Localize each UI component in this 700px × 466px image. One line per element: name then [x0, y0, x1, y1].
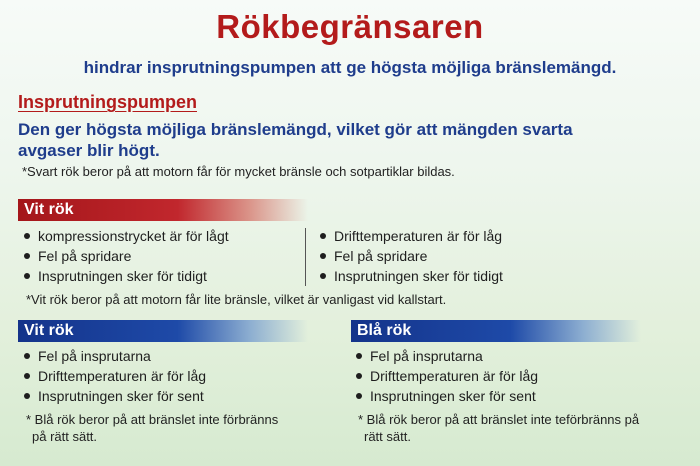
blue-smoke-band: Blå rök — [351, 320, 641, 342]
list-item: Insprutningen sker för sent — [356, 386, 538, 406]
column-divider — [305, 228, 306, 286]
white-smoke-2-note — [26, 411, 326, 445]
list-item: Drifttemperaturen är för låg — [320, 226, 503, 246]
bullet-icon — [320, 233, 326, 239]
note-line: * Blå rök beror på att bränslet inte teförbränns på — [358, 412, 640, 427]
bullet-icon — [24, 233, 30, 239]
list-item: Insprutningen sker för tidigt — [24, 266, 229, 286]
white-smoke-left-list — [24, 226, 229, 286]
list-item: Drifttemperaturen är för låg — [356, 366, 538, 386]
white-smoke-note: *Vit rök beror på att motorn får lite bränsle, vilket är vanligast vid kallstart. — [26, 292, 447, 307]
note-line: på rätt sätt. — [32, 429, 98, 444]
blue-smoke-list — [356, 346, 538, 406]
black-smoke-note: *Svart rök beror på att motorn får för mycket bränsle och sotpartiklar bildas. — [22, 164, 455, 179]
white-smoke-2-list — [24, 346, 206, 406]
white-smoke-band-blue: Vit rök — [18, 320, 308, 342]
page-subtitle: hindrar insprutningspumpen att ge högsta möjliga bränslemängd. — [83, 58, 617, 77]
list-item: Insprutningen sker för tidigt — [320, 266, 503, 286]
white-smoke-band-red: Vit rök — [18, 199, 308, 221]
list-item: Fel på spridare — [320, 246, 503, 266]
note-line: rätt sätt. — [364, 429, 411, 444]
bullet-icon — [356, 393, 362, 399]
section-paragraph — [18, 119, 678, 161]
list-item: Fel på insprutarna — [356, 346, 538, 366]
paragraph-line: avgaser blir högt. — [18, 141, 160, 160]
list-item: Fel på insprutarna — [24, 346, 206, 366]
bullet-icon — [320, 273, 326, 279]
bullet-icon — [356, 373, 362, 379]
bullet-icon — [320, 253, 326, 259]
paragraph-line: Den ger högsta möjliga bränslemängd, vilket gör att mängden svarta — [18, 120, 573, 139]
note-line: * Blå rök beror på att bränslet inte förbränns — [26, 412, 279, 427]
bullet-icon — [24, 353, 30, 359]
section-heading: Insprutningspumpen — [18, 92, 197, 112]
list-item: kompressionstrycket är för lågt — [24, 226, 229, 246]
blue-smoke-note — [358, 411, 678, 445]
list-item: Drifttemperaturen är för låg — [24, 366, 206, 386]
page-title: Rökbegränsaren — [216, 8, 484, 45]
bullet-icon — [24, 273, 30, 279]
bullet-icon — [356, 353, 362, 359]
bullet-icon — [24, 393, 30, 399]
white-smoke-right-list — [320, 226, 503, 286]
bullet-icon — [24, 253, 30, 259]
list-item: Fel på spridare — [24, 246, 229, 266]
list-item: Insprutningen sker för sent — [24, 386, 206, 406]
bullet-icon — [24, 373, 30, 379]
